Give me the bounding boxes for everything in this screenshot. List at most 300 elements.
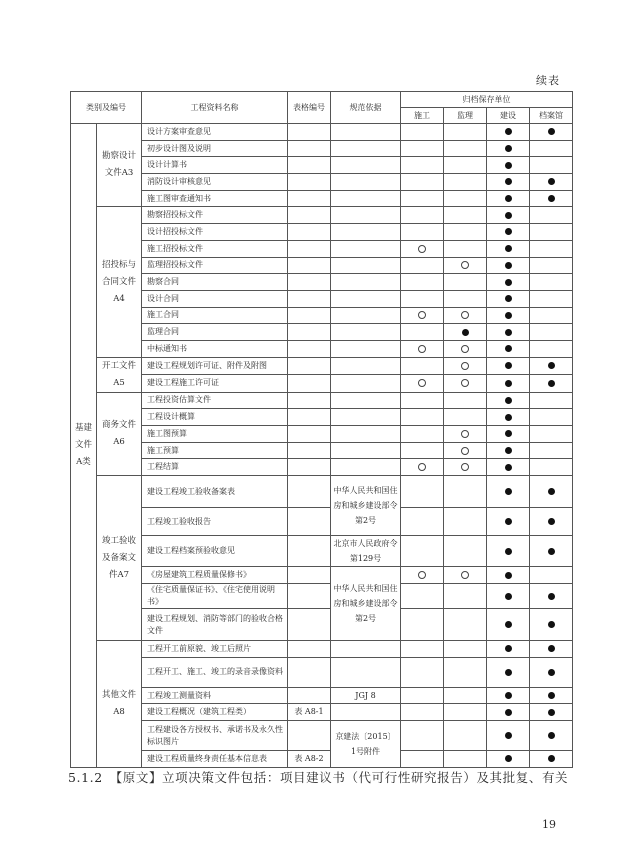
form-number bbox=[288, 124, 331, 141]
archive-cell-owner bbox=[487, 584, 530, 609]
table-row bbox=[71, 375, 573, 393]
archive-cell-construction bbox=[401, 641, 444, 658]
archive-cell-supervision bbox=[444, 340, 487, 357]
filled-circle-icon bbox=[505, 548, 512, 555]
archive-cell-owner bbox=[487, 274, 530, 291]
form-number bbox=[288, 307, 331, 324]
spec-basis bbox=[331, 290, 401, 307]
archive-cell-construction bbox=[401, 584, 444, 609]
archive-cell-supervision bbox=[444, 375, 487, 393]
document-name: 中标通知书 bbox=[142, 340, 288, 357]
archive-cell-supervision bbox=[444, 207, 487, 224]
form-number bbox=[288, 584, 331, 609]
document-name: 建设工程规划许可证、附件及附图 bbox=[142, 357, 288, 375]
filled-circle-icon bbox=[548, 195, 555, 202]
archive-cell-supervision bbox=[444, 257, 487, 274]
archive-cell-archives bbox=[530, 657, 573, 687]
form-number bbox=[288, 340, 331, 357]
open-circle-icon bbox=[461, 379, 469, 387]
archive-table bbox=[70, 91, 573, 768]
archive-cell-supervision bbox=[444, 409, 487, 426]
archive-cell-archives bbox=[530, 687, 573, 704]
form-number bbox=[288, 240, 331, 257]
archive-cell-archives bbox=[530, 340, 573, 357]
archive-cell-archives bbox=[530, 584, 573, 609]
filled-circle-icon bbox=[505, 162, 512, 169]
filled-circle-icon bbox=[505, 692, 512, 699]
archive-cell-archives bbox=[530, 307, 573, 324]
archive-cell-owner bbox=[487, 704, 530, 721]
group-label: 其他文件A8 bbox=[97, 641, 142, 768]
spec-basis bbox=[331, 140, 401, 157]
archive-cell-construction bbox=[401, 721, 444, 751]
archive-cell-supervision bbox=[444, 324, 487, 341]
archive-cell-construction bbox=[401, 207, 444, 224]
document-name: 建设工程竣工验收备案表 bbox=[142, 476, 288, 508]
archive-cell-supervision bbox=[444, 657, 487, 687]
filled-circle-icon bbox=[505, 621, 512, 628]
archive-cell-construction bbox=[401, 274, 444, 291]
filled-circle-icon bbox=[548, 692, 555, 699]
spec-basis bbox=[331, 704, 401, 721]
archive-cell-archives bbox=[530, 476, 573, 508]
archive-cell-supervision bbox=[444, 426, 487, 443]
filled-circle-icon bbox=[548, 669, 555, 676]
archive-cell-supervision bbox=[444, 174, 487, 191]
document-name: 施工招投标文件 bbox=[142, 240, 288, 257]
archive-cell-construction bbox=[401, 409, 444, 426]
document-name: 建设工程施工许可证 bbox=[142, 375, 288, 393]
header-archive: 归档保存单位 bbox=[401, 92, 573, 108]
archive-cell-owner bbox=[487, 721, 530, 751]
filled-circle-icon bbox=[548, 621, 555, 628]
spec-basis bbox=[331, 375, 401, 393]
spec-basis bbox=[331, 274, 401, 291]
filled-circle-icon bbox=[505, 128, 512, 135]
archive-cell-archives bbox=[530, 240, 573, 257]
filled-circle-icon bbox=[505, 447, 512, 454]
filled-circle-icon bbox=[505, 245, 512, 252]
form-number bbox=[288, 567, 331, 584]
spec-basis bbox=[331, 459, 401, 476]
archive-cell-construction bbox=[401, 340, 444, 357]
archive-cell-archives bbox=[530, 392, 573, 409]
form-number bbox=[288, 426, 331, 443]
archive-cell-owner bbox=[487, 392, 530, 409]
archive-cell-archives bbox=[530, 409, 573, 426]
document-name: 施工预算 bbox=[142, 442, 288, 459]
table-row bbox=[71, 324, 573, 341]
archive-cell-archives bbox=[530, 190, 573, 207]
form-number bbox=[288, 641, 331, 658]
filled-circle-icon bbox=[548, 362, 555, 369]
table-row bbox=[71, 340, 573, 357]
archive-cell-supervision bbox=[444, 459, 487, 476]
table-row bbox=[71, 567, 573, 584]
archive-cell-construction bbox=[401, 290, 444, 307]
open-circle-icon bbox=[461, 345, 469, 353]
table-row bbox=[71, 704, 573, 721]
table-row bbox=[71, 392, 573, 409]
document-name: 工程开工前原貌、竣工后照片 bbox=[142, 641, 288, 658]
table-row bbox=[71, 224, 573, 241]
table-row bbox=[71, 609, 573, 641]
archive-cell-supervision bbox=[444, 567, 487, 584]
table-row bbox=[71, 357, 573, 375]
document-name: 工程开工、施工、竣工的录音录像资料 bbox=[142, 657, 288, 687]
archive-cell-archives bbox=[530, 207, 573, 224]
spec-basis bbox=[331, 157, 401, 174]
archive-cell-supervision bbox=[444, 124, 487, 141]
table-row bbox=[71, 584, 573, 609]
filled-circle-icon bbox=[548, 380, 555, 387]
filled-circle-icon bbox=[505, 593, 512, 600]
document-name: 设计招投标文件 bbox=[142, 224, 288, 241]
open-circle-icon bbox=[461, 362, 469, 370]
archive-cell-owner bbox=[487, 224, 530, 241]
document-name: 勘察合同 bbox=[142, 274, 288, 291]
document-name: 《房屋建筑工程质量保修书》 bbox=[142, 567, 288, 584]
archive-cell-construction bbox=[401, 536, 444, 567]
body-paragraph: 5.1.2 【原文】立项决策文件包括：项目建议书（代可行性研究报告）及其批复、有关 bbox=[68, 770, 569, 785]
open-circle-icon bbox=[461, 261, 469, 269]
archive-cell-owner bbox=[487, 508, 530, 536]
archive-cell-archives bbox=[530, 426, 573, 443]
form-number bbox=[288, 190, 331, 207]
filled-circle-icon bbox=[505, 329, 512, 336]
archive-cell-archives bbox=[530, 224, 573, 241]
table-row bbox=[71, 207, 573, 224]
open-circle-icon bbox=[461, 463, 469, 471]
archive-cell-archives bbox=[530, 704, 573, 721]
archive-cell-archives bbox=[530, 721, 573, 751]
page-number: 19 bbox=[542, 818, 556, 831]
archive-cell-archives bbox=[530, 124, 573, 141]
archive-cell-supervision bbox=[444, 357, 487, 375]
archive-cell-archives bbox=[530, 257, 573, 274]
archive-cell-supervision bbox=[444, 290, 487, 307]
filled-circle-icon bbox=[505, 464, 512, 471]
filled-circle-icon bbox=[505, 145, 512, 152]
archive-cell-supervision bbox=[444, 609, 487, 641]
document-name: 监理招投标文件 bbox=[142, 257, 288, 274]
archive-cell-construction bbox=[401, 426, 444, 443]
form-number: 表 A8-1 bbox=[288, 704, 331, 721]
archive-cell-construction bbox=[401, 508, 444, 536]
spec-basis: 中华人民共和国住房和城乡建设部令第2号 bbox=[331, 476, 401, 536]
archive-cell-construction bbox=[401, 124, 444, 141]
form-number bbox=[288, 207, 331, 224]
table-row bbox=[71, 442, 573, 459]
group-label: 商务文件A6 bbox=[97, 392, 142, 475]
open-circle-icon bbox=[418, 571, 426, 579]
group-label: 招投标与合同文件A4 bbox=[97, 207, 142, 357]
filled-circle-icon bbox=[548, 128, 555, 135]
filled-circle-icon bbox=[548, 518, 555, 525]
archive-cell-owner bbox=[487, 536, 530, 567]
archive-cell-supervision bbox=[444, 476, 487, 508]
form-number bbox=[288, 536, 331, 567]
filled-circle-icon bbox=[505, 262, 512, 269]
filled-circle-icon bbox=[505, 295, 512, 302]
spec-basis bbox=[331, 207, 401, 224]
table-row bbox=[71, 140, 573, 157]
archive-cell-supervision bbox=[444, 224, 487, 241]
archive-cell-supervision bbox=[444, 687, 487, 704]
document-name: 工程设计概算 bbox=[142, 409, 288, 426]
form-number bbox=[288, 324, 331, 341]
form-number bbox=[288, 687, 331, 704]
document-name: 施工图审查通知书 bbox=[142, 190, 288, 207]
archive-cell-construction bbox=[401, 257, 444, 274]
archive-cell-construction bbox=[401, 657, 444, 687]
form-number: 表 A8-2 bbox=[288, 751, 331, 768]
spec-basis bbox=[331, 124, 401, 141]
form-number bbox=[288, 157, 331, 174]
document-name: 施工图预算 bbox=[142, 426, 288, 443]
archive-cell-supervision bbox=[444, 190, 487, 207]
open-circle-icon bbox=[461, 447, 469, 455]
form-number bbox=[288, 375, 331, 393]
archive-cell-owner bbox=[487, 307, 530, 324]
filled-circle-icon bbox=[505, 669, 512, 676]
table-row bbox=[71, 751, 573, 768]
filled-circle-icon bbox=[548, 709, 555, 716]
form-number bbox=[288, 459, 331, 476]
form-number bbox=[288, 442, 331, 459]
document-name: 工程竣工验收报告 bbox=[142, 508, 288, 536]
archive-cell-owner bbox=[487, 751, 530, 768]
archive-cell-owner bbox=[487, 409, 530, 426]
archive-cell-archives bbox=[530, 157, 573, 174]
archive-cell-construction bbox=[401, 442, 444, 459]
filled-circle-icon bbox=[548, 593, 555, 600]
table-row bbox=[71, 307, 573, 324]
spec-basis bbox=[331, 442, 401, 459]
document-name: 建设工程档案预验收意见 bbox=[142, 536, 288, 567]
document-name: 工程投资估算文件 bbox=[142, 392, 288, 409]
spec-basis bbox=[331, 426, 401, 443]
table-row bbox=[71, 290, 573, 307]
form-number bbox=[288, 476, 331, 508]
archive-cell-archives bbox=[530, 324, 573, 341]
archive-cell-supervision bbox=[444, 140, 487, 157]
filled-circle-icon bbox=[505, 645, 512, 652]
form-number bbox=[288, 409, 331, 426]
open-circle-icon bbox=[418, 311, 426, 319]
archive-cell-supervision bbox=[444, 307, 487, 324]
spec-basis bbox=[331, 657, 401, 687]
filled-circle-icon bbox=[505, 228, 512, 235]
filled-circle-icon bbox=[505, 755, 512, 762]
form-number bbox=[288, 174, 331, 191]
archive-cell-construction bbox=[401, 609, 444, 641]
table-row bbox=[71, 174, 573, 191]
archive-cell-supervision bbox=[444, 641, 487, 658]
archive-cell-construction bbox=[401, 687, 444, 704]
table-row bbox=[71, 240, 573, 257]
filled-circle-icon bbox=[548, 548, 555, 555]
table-row bbox=[71, 657, 573, 687]
archive-cell-construction bbox=[401, 307, 444, 324]
spec-basis bbox=[331, 340, 401, 357]
spec-basis bbox=[331, 257, 401, 274]
archive-cell-construction bbox=[401, 224, 444, 241]
archive-cell-archives bbox=[530, 536, 573, 567]
archive-cell-supervision bbox=[444, 584, 487, 609]
document-name: 消防设计审核意见 bbox=[142, 174, 288, 191]
form-number bbox=[288, 508, 331, 536]
header-category: 类别及编号 bbox=[71, 92, 142, 124]
filled-circle-icon bbox=[505, 430, 512, 437]
spec-basis bbox=[331, 174, 401, 191]
document-name: 设计方案审查意见 bbox=[142, 124, 288, 141]
archive-cell-archives bbox=[530, 174, 573, 191]
archive-cell-owner bbox=[487, 290, 530, 307]
filled-circle-icon bbox=[505, 312, 512, 319]
archive-cell-owner bbox=[487, 687, 530, 704]
filled-circle-icon bbox=[505, 178, 512, 185]
header-unit-archives: 档案馆 bbox=[530, 108, 573, 124]
archive-cell-archives bbox=[530, 442, 573, 459]
filled-circle-icon bbox=[505, 518, 512, 525]
archive-cell-construction bbox=[401, 324, 444, 341]
archive-cell-construction bbox=[401, 567, 444, 584]
form-number bbox=[288, 290, 331, 307]
archive-cell-supervision bbox=[444, 508, 487, 536]
table-row bbox=[71, 124, 573, 141]
table-row bbox=[71, 257, 573, 274]
archive-cell-owner bbox=[487, 140, 530, 157]
header-unit-owner: 建设 bbox=[487, 108, 530, 124]
archive-cell-owner bbox=[487, 324, 530, 341]
table-row bbox=[71, 274, 573, 291]
open-circle-icon bbox=[418, 245, 426, 253]
archive-cell-supervision bbox=[444, 704, 487, 721]
spec-basis bbox=[331, 307, 401, 324]
archive-cell-archives bbox=[530, 140, 573, 157]
archive-cell-owner bbox=[487, 340, 530, 357]
archive-cell-supervision bbox=[444, 721, 487, 751]
archive-cell-construction bbox=[401, 174, 444, 191]
archive-cell-owner bbox=[487, 375, 530, 393]
filled-circle-icon bbox=[548, 645, 555, 652]
archive-cell-construction bbox=[401, 459, 444, 476]
archive-cell-construction bbox=[401, 190, 444, 207]
archive-cell-supervision bbox=[444, 392, 487, 409]
archive-cell-owner bbox=[487, 426, 530, 443]
document-name: 建设工程规划、消防等部门的验收合格文件 bbox=[142, 609, 288, 641]
archive-cell-owner bbox=[487, 190, 530, 207]
spec-basis: 北京市人民政府令第129号 bbox=[331, 536, 401, 567]
archive-cell-archives bbox=[530, 609, 573, 641]
archive-cell-construction bbox=[401, 357, 444, 375]
filled-circle-icon bbox=[505, 414, 512, 421]
table-row bbox=[71, 426, 573, 443]
filled-circle-icon bbox=[505, 488, 512, 495]
archive-cell-owner bbox=[487, 240, 530, 257]
table-row bbox=[71, 157, 573, 174]
header-unit-supervision: 监理 bbox=[444, 108, 487, 124]
archive-cell-archives bbox=[530, 290, 573, 307]
archive-cell-archives bbox=[530, 751, 573, 768]
table-row bbox=[71, 641, 573, 658]
filled-circle-icon bbox=[505, 732, 512, 739]
group-label: 开工文件A5 bbox=[97, 357, 142, 392]
spec-basis bbox=[331, 392, 401, 409]
open-circle-icon bbox=[461, 430, 469, 438]
table-row bbox=[71, 687, 573, 704]
header-basis: 规范依据 bbox=[331, 92, 401, 124]
document-name: 初步设计图及说明 bbox=[142, 140, 288, 157]
filled-circle-icon bbox=[505, 709, 512, 716]
archive-cell-owner bbox=[487, 567, 530, 584]
archive-cell-owner bbox=[487, 657, 530, 687]
archive-cell-archives bbox=[530, 357, 573, 375]
archive-cell-supervision bbox=[444, 442, 487, 459]
document-name: 监理合同 bbox=[142, 324, 288, 341]
form-number bbox=[288, 257, 331, 274]
filled-circle-icon bbox=[505, 380, 512, 387]
filled-circle-icon bbox=[505, 279, 512, 286]
spec-basis: 京建法〔2015〕1号附件 bbox=[331, 721, 401, 768]
archive-cell-archives bbox=[530, 274, 573, 291]
form-number bbox=[288, 609, 331, 641]
filled-circle-icon bbox=[505, 572, 512, 579]
table-row bbox=[71, 409, 573, 426]
spec-basis bbox=[331, 240, 401, 257]
document-name: 工程结算 bbox=[142, 459, 288, 476]
archive-cell-supervision bbox=[444, 274, 487, 291]
filled-circle-icon bbox=[548, 178, 555, 185]
group-label: 竣工验收及备案文件A7 bbox=[97, 476, 142, 641]
header-unit-construction: 施工 bbox=[401, 108, 444, 124]
filled-circle-icon bbox=[548, 732, 555, 739]
open-circle-icon bbox=[461, 311, 469, 319]
document-name: 《住宅质量保证书》、《住宅使用说明书》 bbox=[142, 584, 288, 609]
main-category: 基建文件A类 bbox=[71, 124, 97, 768]
archive-cell-supervision bbox=[444, 536, 487, 567]
table-row bbox=[71, 459, 573, 476]
form-number bbox=[288, 274, 331, 291]
document-name: 设计合同 bbox=[142, 290, 288, 307]
spec-basis bbox=[331, 409, 401, 426]
spec-basis bbox=[331, 357, 401, 375]
archive-cell-archives bbox=[530, 508, 573, 536]
filled-circle-icon bbox=[505, 212, 512, 219]
form-number bbox=[288, 357, 331, 375]
archive-cell-supervision bbox=[444, 240, 487, 257]
filled-circle-icon bbox=[548, 755, 555, 762]
table-row bbox=[71, 536, 573, 567]
archive-cell-owner bbox=[487, 609, 530, 641]
archive-cell-construction bbox=[401, 476, 444, 508]
filled-circle-icon bbox=[505, 345, 512, 352]
table-row bbox=[71, 190, 573, 207]
filled-circle-icon bbox=[505, 362, 512, 369]
archive-cell-owner bbox=[487, 124, 530, 141]
filled-circle-icon bbox=[462, 329, 469, 336]
archive-cell-construction bbox=[401, 751, 444, 768]
form-number bbox=[288, 721, 331, 751]
form-number bbox=[288, 657, 331, 687]
document-name: 工程竣工测量资料 bbox=[142, 687, 288, 704]
document-name: 勘察招投标文件 bbox=[142, 207, 288, 224]
spec-basis: JGJ 8 bbox=[331, 687, 401, 704]
spec-basis: 中华人民共和国住房和城乡建设部令第2号 bbox=[331, 567, 401, 641]
archive-cell-owner bbox=[487, 207, 530, 224]
archive-cell-owner bbox=[487, 459, 530, 476]
